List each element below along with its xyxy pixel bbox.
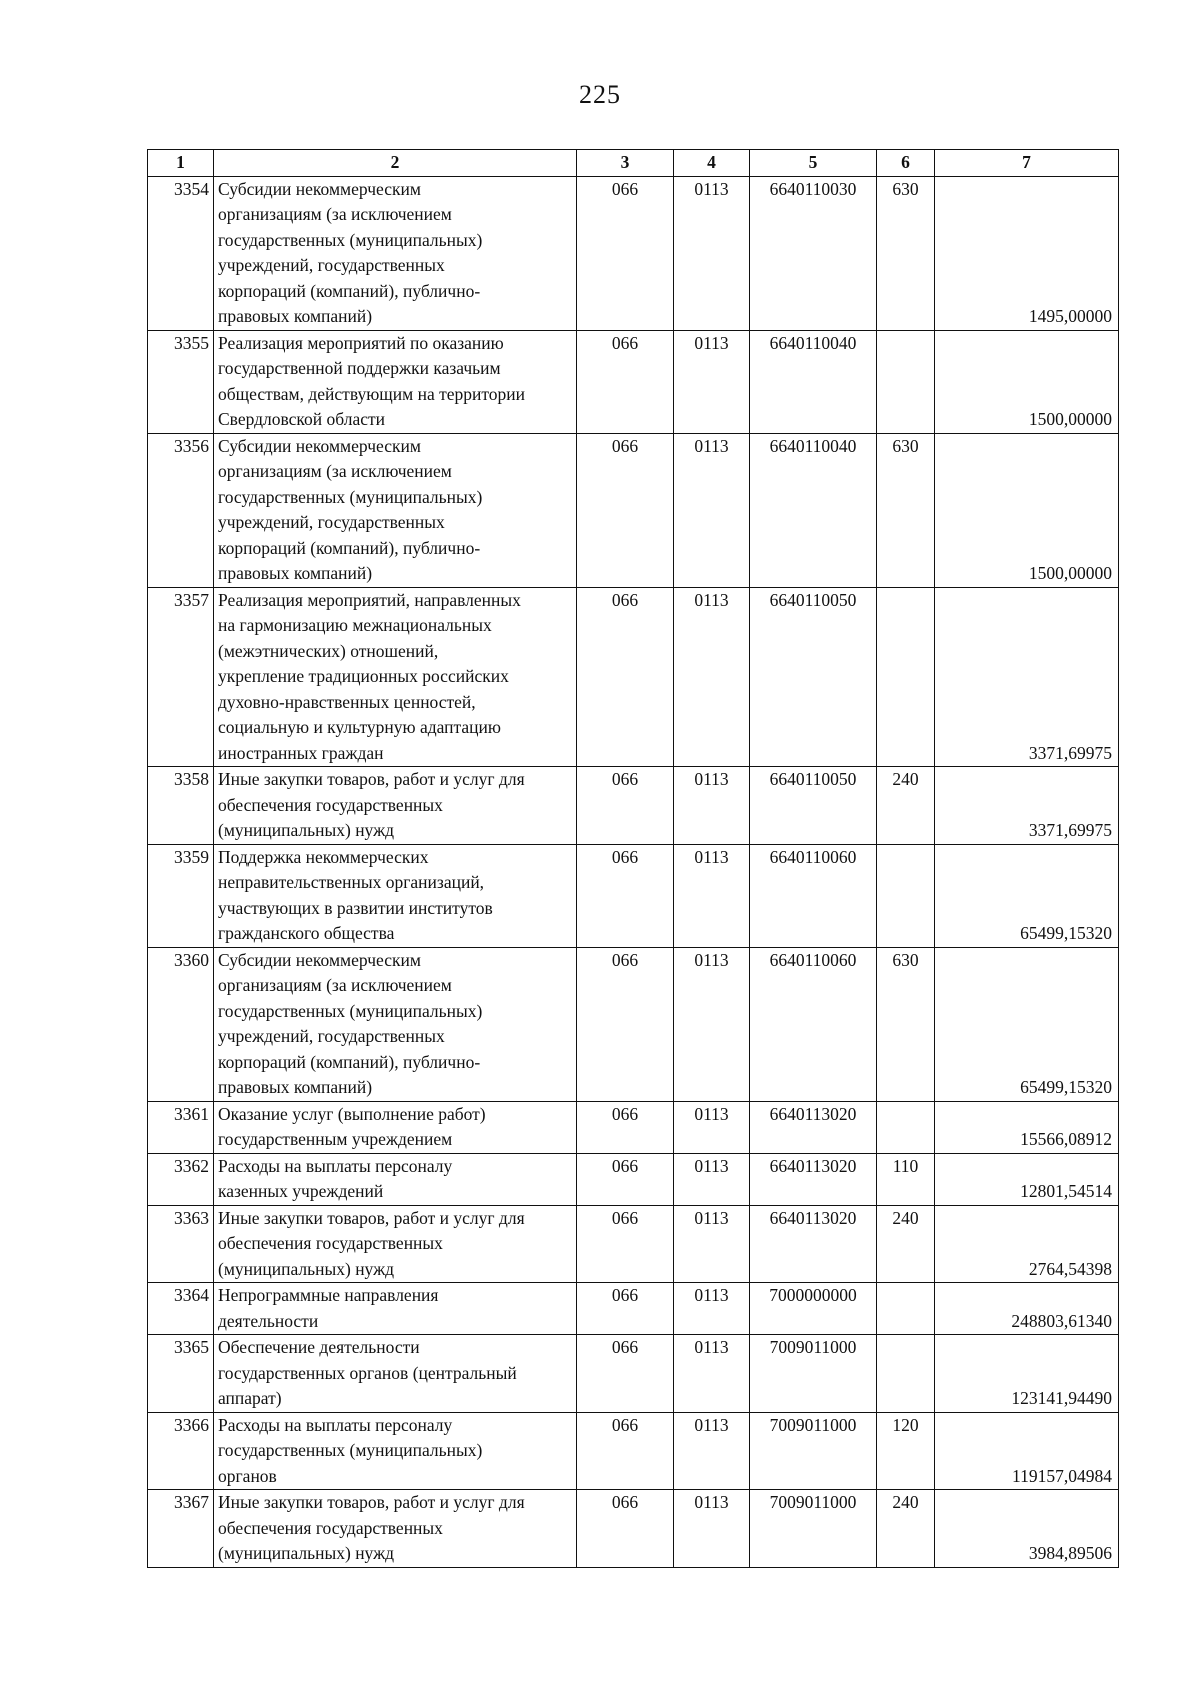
target-code-cell: 6640110060 [750, 844, 877, 947]
ministry-code-cell: 066 [577, 1335, 674, 1413]
amount-cell: 248803,61340 [935, 1283, 1119, 1335]
section-code-cell: 0113 [674, 330, 750, 433]
ministry-code-cell: 066 [577, 176, 674, 330]
row-name-cell [214, 947, 577, 1101]
row-number-cell: 3358 [148, 767, 214, 845]
section-code-cell: 0113 [674, 587, 750, 767]
amount-cell: 15566,08912 [935, 1101, 1119, 1153]
row-name-text: Иные закупки товаров, работ и услуг для обеспечения государственных (муниципальных) нужд [218, 769, 525, 840]
row-name-text: Расходы на выплаты персоналу казенных учреждений [218, 1155, 453, 1201]
table-row [148, 176, 1119, 330]
row-number-cell: 3357 [148, 587, 214, 767]
row-name-text: Реализация мероприятий, направленных на гармонизацию межнациональных (межэтнических) отношений, укрепление традиционных российских духовно-нравственных ценностей, социальную и культурную адаптацию иностранных граждан [218, 589, 521, 763]
row-name-cell [214, 767, 577, 845]
row-number-cell: 3354 [148, 176, 214, 330]
expense-type-cell: 630 [877, 433, 935, 587]
row-number-cell: 3364 [148, 1283, 214, 1335]
target-code-cell: 7009011000 [750, 1490, 877, 1568]
expense-type-cell: 110 [877, 1153, 935, 1205]
row-name-cell [214, 1335, 577, 1413]
header-cell: 3 [577, 150, 674, 177]
target-code-cell: 6640110050 [750, 587, 877, 767]
table-row [148, 1101, 1119, 1153]
target-code-cell: 6640110060 [750, 947, 877, 1101]
ministry-code-cell: 066 [577, 330, 674, 433]
header-cell: 6 [877, 150, 935, 177]
row-name-cell [214, 844, 577, 947]
section-code-cell: 0113 [674, 1412, 750, 1490]
section-code-cell: 0113 [674, 844, 750, 947]
target-code-cell: 6640113020 [750, 1101, 877, 1153]
row-name-text: Поддержка некоммерческих неправительственных организаций, участвующих в развитии институтов гражданского общества [218, 846, 493, 943]
row-number-cell: 3359 [148, 844, 214, 947]
target-code-cell: 7009011000 [750, 1335, 877, 1413]
row-name-text: Обеспечение деятельности государственных органов (центральный аппарат) [218, 1337, 517, 1408]
expense-type-cell: 630 [877, 947, 935, 1101]
row-number-cell: 3365 [148, 1335, 214, 1413]
target-code-cell: 7009011000 [750, 1412, 877, 1490]
section-code-cell: 0113 [674, 1490, 750, 1568]
expense-type-cell: 240 [877, 767, 935, 845]
page-number: 225 [579, 80, 621, 109]
expense-type-cell [877, 587, 935, 767]
amount-cell: 65499,15320 [935, 947, 1119, 1101]
table-row [148, 1490, 1119, 1568]
target-code-cell: 6640110030 [750, 176, 877, 330]
row-number-cell: 3363 [148, 1205, 214, 1283]
ministry-code-cell: 066 [577, 1490, 674, 1568]
row-name-cell [214, 1205, 577, 1283]
row-number-cell: 3361 [148, 1101, 214, 1153]
amount-cell: 12801,54514 [935, 1153, 1119, 1205]
row-number-cell: 3366 [148, 1412, 214, 1490]
amount-cell: 2764,54398 [935, 1205, 1119, 1283]
row-name-cell [214, 176, 577, 330]
amount-cell: 65499,15320 [935, 844, 1119, 947]
expense-type-cell: 120 [877, 1412, 935, 1490]
header-cell: 1 [148, 150, 214, 177]
ministry-code-cell: 066 [577, 1283, 674, 1335]
row-name-text: Расходы на выплаты персоналу государственных (муниципальных) органов [218, 1414, 483, 1486]
row-name-text: Субсидии некоммерческим организациям (за исключением государственных (муниципальных) учреждений, государственных корпораций (компаний), публично- правовых компаний) [218, 178, 483, 326]
header-cell: 7 [935, 150, 1119, 177]
section-code-cell: 0113 [674, 1101, 750, 1153]
row-name-text: Субсидии некоммерческим организациям (за исключением государственных (муниципальных) учреждений, государственных корпораций (компаний), публично- правовых компаний) [218, 949, 483, 1097]
expense-type-cell [877, 330, 935, 433]
section-code-cell: 0113 [674, 1283, 750, 1335]
row-name-text: Субсидии некоммерческим организациям (за исключением государственных (муниципальных) учреждений, государственных корпораций (компаний), публично- правовых компаний) [218, 435, 483, 583]
header-cell: 4 [674, 150, 750, 177]
expense-type-cell: 240 [877, 1205, 935, 1283]
expense-type-cell [877, 1101, 935, 1153]
table-row [148, 1335, 1119, 1413]
row-name-cell [214, 587, 577, 767]
table-row [148, 844, 1119, 947]
table-row [148, 1283, 1119, 1335]
ministry-code-cell: 066 [577, 1101, 674, 1153]
table-row [148, 1153, 1119, 1205]
table-row [148, 767, 1119, 845]
section-code-cell: 0113 [674, 1153, 750, 1205]
row-name-text: Иные закупки товаров, работ и услуг для обеспечения государственных (муниципальных) нужд [218, 1207, 525, 1279]
amount-cell: 1495,00000 [935, 176, 1119, 330]
ministry-code-cell: 066 [577, 1205, 674, 1283]
ministry-code-cell: 066 [577, 1153, 674, 1205]
target-code-cell: 6640110040 [750, 330, 877, 433]
table-row [148, 433, 1119, 587]
ministry-code-cell: 066 [577, 1412, 674, 1490]
section-code-cell: 0113 [674, 176, 750, 330]
expense-type-cell: 240 [877, 1490, 935, 1568]
table-row [148, 330, 1119, 433]
section-code-cell: 0113 [674, 767, 750, 845]
ministry-code-cell: 066 [577, 433, 674, 587]
amount-cell: 3371,69975 [935, 767, 1119, 845]
section-code-cell: 0113 [674, 433, 750, 587]
section-code-cell: 0113 [674, 1205, 750, 1283]
expense-type-cell [877, 1335, 935, 1413]
section-code-cell: 0113 [674, 947, 750, 1101]
table-header-row [148, 150, 1119, 177]
target-code-cell: 6640110040 [750, 433, 877, 587]
row-name-text: Оказание услуг (выполнение работ) государственным учреждением [218, 1103, 486, 1149]
section-code-cell: 0113 [674, 1335, 750, 1413]
row-name-text: Иные закупки товаров, работ и услуг для обеспечения государственных (муниципальных) нужд [218, 1492, 525, 1563]
amount-cell: 123141,94490 [935, 1335, 1119, 1413]
row-number-cell: 3360 [148, 947, 214, 1101]
table-row [148, 1205, 1119, 1283]
ministry-code-cell: 066 [577, 587, 674, 767]
amount-cell: 119157,04984 [935, 1412, 1119, 1490]
header-cell: 5 [750, 150, 877, 177]
table-row [148, 1412, 1119, 1490]
row-name-cell [214, 1153, 577, 1205]
amount-cell: 1500,00000 [935, 330, 1119, 433]
row-number-cell: 3362 [148, 1153, 214, 1205]
expense-type-cell [877, 844, 935, 947]
row-name-text: Непрограммные направления деятельности [218, 1285, 439, 1331]
row-name-text: Реализация мероприятий по оказанию государственной поддержки казачьим обществам, действующим на территории Свердловской области [218, 332, 526, 429]
row-name-cell [214, 330, 577, 433]
header-cell: 2 [214, 150, 577, 177]
amount-cell: 3371,69975 [935, 587, 1119, 767]
row-name-cell [214, 1412, 577, 1490]
amount-cell: 1500,00000 [935, 433, 1119, 587]
ministry-code-cell: 066 [577, 767, 674, 845]
table-row [148, 947, 1119, 1101]
budget-table [147, 149, 1119, 1568]
table-row [148, 587, 1119, 767]
row-name-cell [214, 1490, 577, 1568]
expense-type-cell: 630 [877, 176, 935, 330]
ministry-code-cell: 066 [577, 844, 674, 947]
target-code-cell: 6640110050 [750, 767, 877, 845]
row-name-cell [214, 433, 577, 587]
row-number-cell: 3355 [148, 330, 214, 433]
expense-type-cell [877, 1283, 935, 1335]
target-code-cell: 7000000000 [750, 1283, 877, 1335]
ministry-code-cell: 066 [577, 947, 674, 1101]
row-name-cell [214, 1283, 577, 1335]
row-number-cell: 3367 [148, 1490, 214, 1568]
target-code-cell: 6640113020 [750, 1205, 877, 1283]
row-name-cell [214, 1101, 577, 1153]
row-number-cell: 3356 [148, 433, 214, 587]
target-code-cell: 6640113020 [750, 1153, 877, 1205]
amount-cell: 3984,89506 [935, 1490, 1119, 1568]
